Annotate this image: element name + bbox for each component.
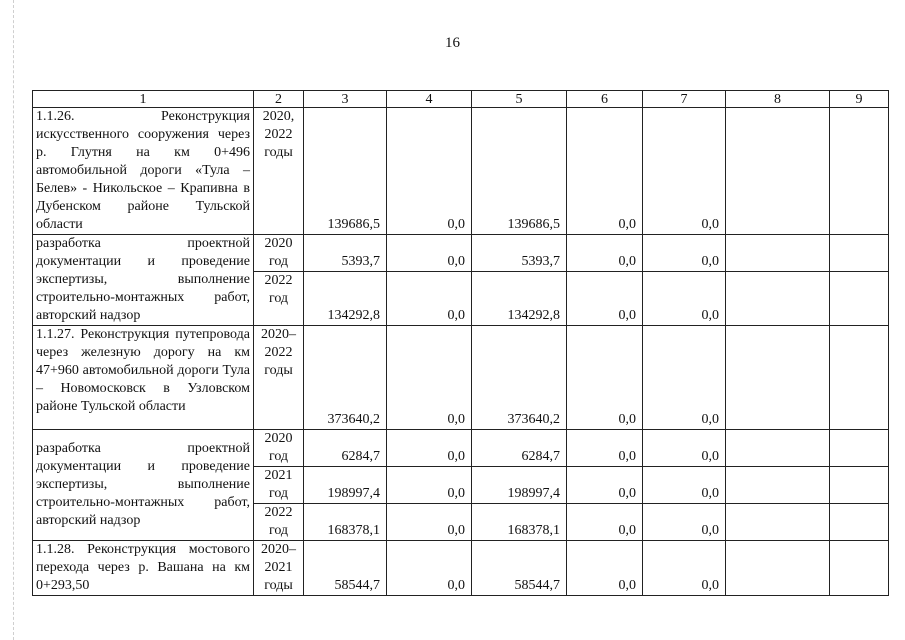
amount-cell: 198997,4 — [304, 467, 387, 504]
empty-cell — [726, 235, 830, 272]
amount-cell: 0,0 — [567, 108, 643, 235]
empty-cell — [830, 108, 889, 235]
amount-cell: 0,0 — [567, 467, 643, 504]
col-header: 2 — [254, 91, 304, 108]
col-header: 1 — [33, 91, 254, 108]
col-header: 3 — [304, 91, 387, 108]
empty-cell — [830, 504, 889, 541]
empty-cell — [830, 541, 889, 596]
works-description: разработка проектной документации и проведение экспертизы, выполнение строительно-монтажных работ, авторский надзор — [33, 430, 254, 541]
amount-cell: 134292,8 — [304, 272, 387, 326]
empty-cell — [726, 326, 830, 430]
amount-cell: 134292,8 — [472, 272, 567, 326]
years-cell: 2020 год — [254, 430, 304, 467]
amount-cell: 58544,7 — [304, 541, 387, 596]
empty-cell — [830, 272, 889, 326]
amount-cell: 0,0 — [387, 272, 472, 326]
budget-table — [32, 90, 889, 596]
years-cell: 2022 год — [254, 504, 304, 541]
amount-cell: 0,0 — [643, 504, 726, 541]
amount-cell: 0,0 — [643, 326, 726, 430]
amount-cell: 0,0 — [643, 272, 726, 326]
table-row — [33, 430, 889, 467]
object-name: 1.1.28. Реконструкция мостового перехода через р. Вашана на км 0+293,50 — [33, 541, 254, 596]
amount-cell: 0,0 — [567, 541, 643, 596]
amount-cell: 0,0 — [387, 430, 472, 467]
page-edge-marks — [13, 0, 16, 640]
amount-cell: 0,0 — [567, 504, 643, 541]
page-number: 16 — [445, 35, 460, 51]
empty-cell — [726, 272, 830, 326]
amount-cell: 0,0 — [387, 235, 472, 272]
table-row — [33, 326, 889, 430]
amount-cell: 0,0 — [643, 430, 726, 467]
amount-cell: 0,0 — [387, 541, 472, 596]
amount-cell: 373640,2 — [472, 326, 567, 430]
table-row — [33, 235, 889, 272]
amount-cell: 0,0 — [387, 326, 472, 430]
col-header: 6 — [567, 91, 643, 108]
empty-cell — [726, 108, 830, 235]
amount-cell: 0,0 — [387, 108, 472, 235]
amount-cell: 0,0 — [643, 467, 726, 504]
col-header: 8 — [726, 91, 830, 108]
empty-cell — [726, 467, 830, 504]
col-header: 9 — [830, 91, 889, 108]
amount-cell: 0,0 — [643, 108, 726, 235]
table-row — [33, 108, 889, 235]
empty-cell — [830, 326, 889, 430]
amount-cell: 6284,7 — [472, 430, 567, 467]
amount-cell: 0,0 — [567, 430, 643, 467]
amount-cell: 139686,5 — [472, 108, 567, 235]
years-cell: 2020– 2021 годы — [254, 541, 304, 596]
amount-cell: 139686,5 — [304, 108, 387, 235]
amount-cell: 168378,1 — [304, 504, 387, 541]
amount-cell: 0,0 — [567, 272, 643, 326]
empty-cell — [726, 430, 830, 467]
amount-cell: 0,0 — [387, 504, 472, 541]
col-header: 4 — [387, 91, 472, 108]
col-header: 7 — [643, 91, 726, 108]
years-cell: 2020– 2022 годы — [254, 326, 304, 430]
amount-cell: 0,0 — [643, 541, 726, 596]
col-header: 5 — [472, 91, 567, 108]
amount-cell: 168378,1 — [472, 504, 567, 541]
object-name: 1.1.27. Реконструкция путепровода через железную дорогу на км 47+960 автомобильной дороги Тула – Новомосковск в Узловском районе Тульской области — [33, 326, 254, 430]
amount-cell: 5393,7 — [304, 235, 387, 272]
object-name: 1.1.26. Реконструкция искусственного сооружения через р. Глутня на км 0+496 автомобильной дороги «Тула – Белев» - Никольское – Крапивна в Дубенском районе Тульской области — [33, 108, 254, 235]
table-row — [33, 541, 889, 596]
empty-cell — [830, 467, 889, 504]
years-cell: 2020, 2022 годы — [254, 108, 304, 235]
amount-cell: 0,0 — [387, 467, 472, 504]
header-row — [33, 91, 889, 108]
amount-cell: 0,0 — [567, 326, 643, 430]
amount-cell: 5393,7 — [472, 235, 567, 272]
years-cell: 2020 год — [254, 235, 304, 272]
empty-cell — [830, 235, 889, 272]
years-cell: 2021 год — [254, 467, 304, 504]
amount-cell: 373640,2 — [304, 326, 387, 430]
amount-cell: 198997,4 — [472, 467, 567, 504]
years-cell: 2022 год — [254, 272, 304, 326]
works-description: разработка проектной документации и проведение экспертизы, выполнение строительно-монтажных работ, авторский надзор — [33, 235, 254, 326]
empty-cell — [726, 541, 830, 596]
amount-cell: 0,0 — [567, 235, 643, 272]
amount-cell: 6284,7 — [304, 430, 387, 467]
amount-cell: 0,0 — [643, 235, 726, 272]
empty-cell — [726, 504, 830, 541]
amount-cell: 58544,7 — [472, 541, 567, 596]
empty-cell — [830, 430, 889, 467]
